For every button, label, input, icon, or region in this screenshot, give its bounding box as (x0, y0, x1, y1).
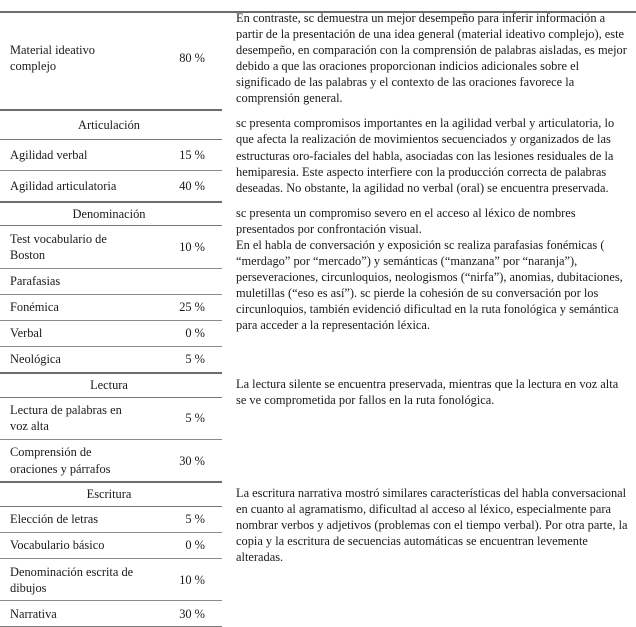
assessment-table (0, 7, 636, 627)
row-value: 10 % (148, 226, 222, 268)
row-value: 0 % (148, 532, 222, 558)
column-gap (222, 268, 230, 294)
column-gap (222, 320, 230, 346)
column-gap (222, 202, 230, 226)
column-gap (222, 346, 230, 373)
row-label: Agilidad articulatoria (0, 170, 148, 201)
row-value: 30 % (148, 439, 222, 482)
row-label: Neológica (0, 346, 148, 373)
section-description: La escritura narrativa mostró similares características del habla conversacional en cuanto al agramatismo, dificultad al acceso al léxico, especialmente para nombrar verbos y adjetivos (problemas con el tiempo verbal). Por otra parte, la copia y la escritura de secuencias automáticas se encuentran levemente alteradas. (230, 482, 636, 627)
row-label: Comprensión de oraciones y párrafos (0, 439, 148, 482)
description-paragraph: En el habla de conversación y exposición sc realiza parafasias fonémicas ( “merdago” por “mercado”) y semánticas (“manzana” por “naranja”), perseveraciones, circunloquios, neologismos (“nirfa”), anomias, dubitaciones, muletillas (“eso es así”). sc pierde la cohesión de su conversación por los circunloquios, también evidenció dificultad en la ruta fonológica y semántica para acceder a la representación léxica. (236, 237, 630, 333)
row-value: 15 % (148, 140, 222, 171)
row-label: Fonémica (0, 294, 148, 320)
row-value: 5 % (148, 506, 222, 532)
section-header-denominacion: Denominación (0, 202, 222, 226)
row-label: Parafasias (0, 268, 148, 294)
row-label: Verbal (0, 320, 148, 346)
section-header-escritura: Escritura (0, 482, 222, 506)
column-gap (222, 532, 230, 558)
row-label: Elección de letras (0, 506, 148, 532)
table-row (0, 7, 636, 110)
section-description: En contraste, sc demuestra un mejor desempeño para inferir información a partir de la presentación de una idea general (material ideativo complejo), este desempeño, en comparación con la comprensión de palabras aisladas, es mejor debido a que las oraciones proporcionan indicios adicionales sobre el significado de las palabras y el contexto de las oraciones favorece la comprensión general. (230, 7, 636, 112)
clinical-assessment-table (0, 7, 636, 551)
row-label: Lectura de palabras en voz alta (0, 397, 148, 439)
column-gap (222, 373, 230, 397)
row-value: 5 % (148, 397, 222, 439)
table-top-rule (0, 11, 636, 13)
row-value (148, 268, 222, 294)
column-gap (222, 601, 230, 627)
section-description (230, 202, 636, 373)
column-gap (222, 140, 230, 171)
column-gap (222, 397, 230, 439)
column-gap (222, 170, 230, 201)
section-header-row (0, 112, 636, 139)
section-description: La lectura silente se encuentra preservada, mientras que la lectura en voz alta se ve comprometida por fallos en la ruta fonológica. (230, 373, 636, 482)
row-label: Narrativa (0, 601, 148, 627)
row-value: 40 % (148, 170, 222, 201)
section-description: sc presenta compromisos importantes en la agilidad verbal y articulatoria, lo que afecta la realización de movimientos secuenciados y organizados de las estructuras oro-faciales del habla, asociadas con las lesiones residuales de la hemiparesia. Este aspecto interfiere con la producción correcta de palabras deseadas. No obstante, la agilidad no verbal (oral) se encuentra preservada. (230, 112, 636, 201)
column-gap (222, 112, 230, 139)
row-value: 10 % (148, 559, 222, 601)
row-label: Test vocabulario de Boston (0, 226, 148, 268)
row-label: Denominación escrita de dibujos (0, 559, 148, 601)
section-header-articulacion: Articulación (0, 112, 222, 139)
row-value: 25 % (148, 294, 222, 320)
row-label: Vocabulario básico (0, 532, 148, 558)
column-gap (222, 506, 230, 532)
section-header-row (0, 373, 636, 397)
row-value: 0 % (148, 320, 222, 346)
section-header-row (0, 202, 636, 226)
column-gap (222, 439, 230, 482)
description-paragraph: sc presenta un compromiso severo en el acceso al léxico de nombres presentados por confrontación visual. (236, 205, 630, 237)
row-value: 5 % (148, 346, 222, 373)
column-gap (222, 559, 230, 601)
row-value: 80 % (148, 7, 222, 110)
section-header-row (0, 482, 636, 506)
section-header-lectura: Lectura (0, 373, 222, 397)
column-gap (222, 7, 230, 110)
row-value: 30 % (148, 601, 222, 627)
column-gap (222, 226, 230, 268)
column-gap (222, 294, 230, 320)
column-gap (222, 482, 230, 506)
row-label: Agilidad verbal (0, 140, 148, 171)
row-label: Material ideativo complejo (0, 7, 148, 110)
